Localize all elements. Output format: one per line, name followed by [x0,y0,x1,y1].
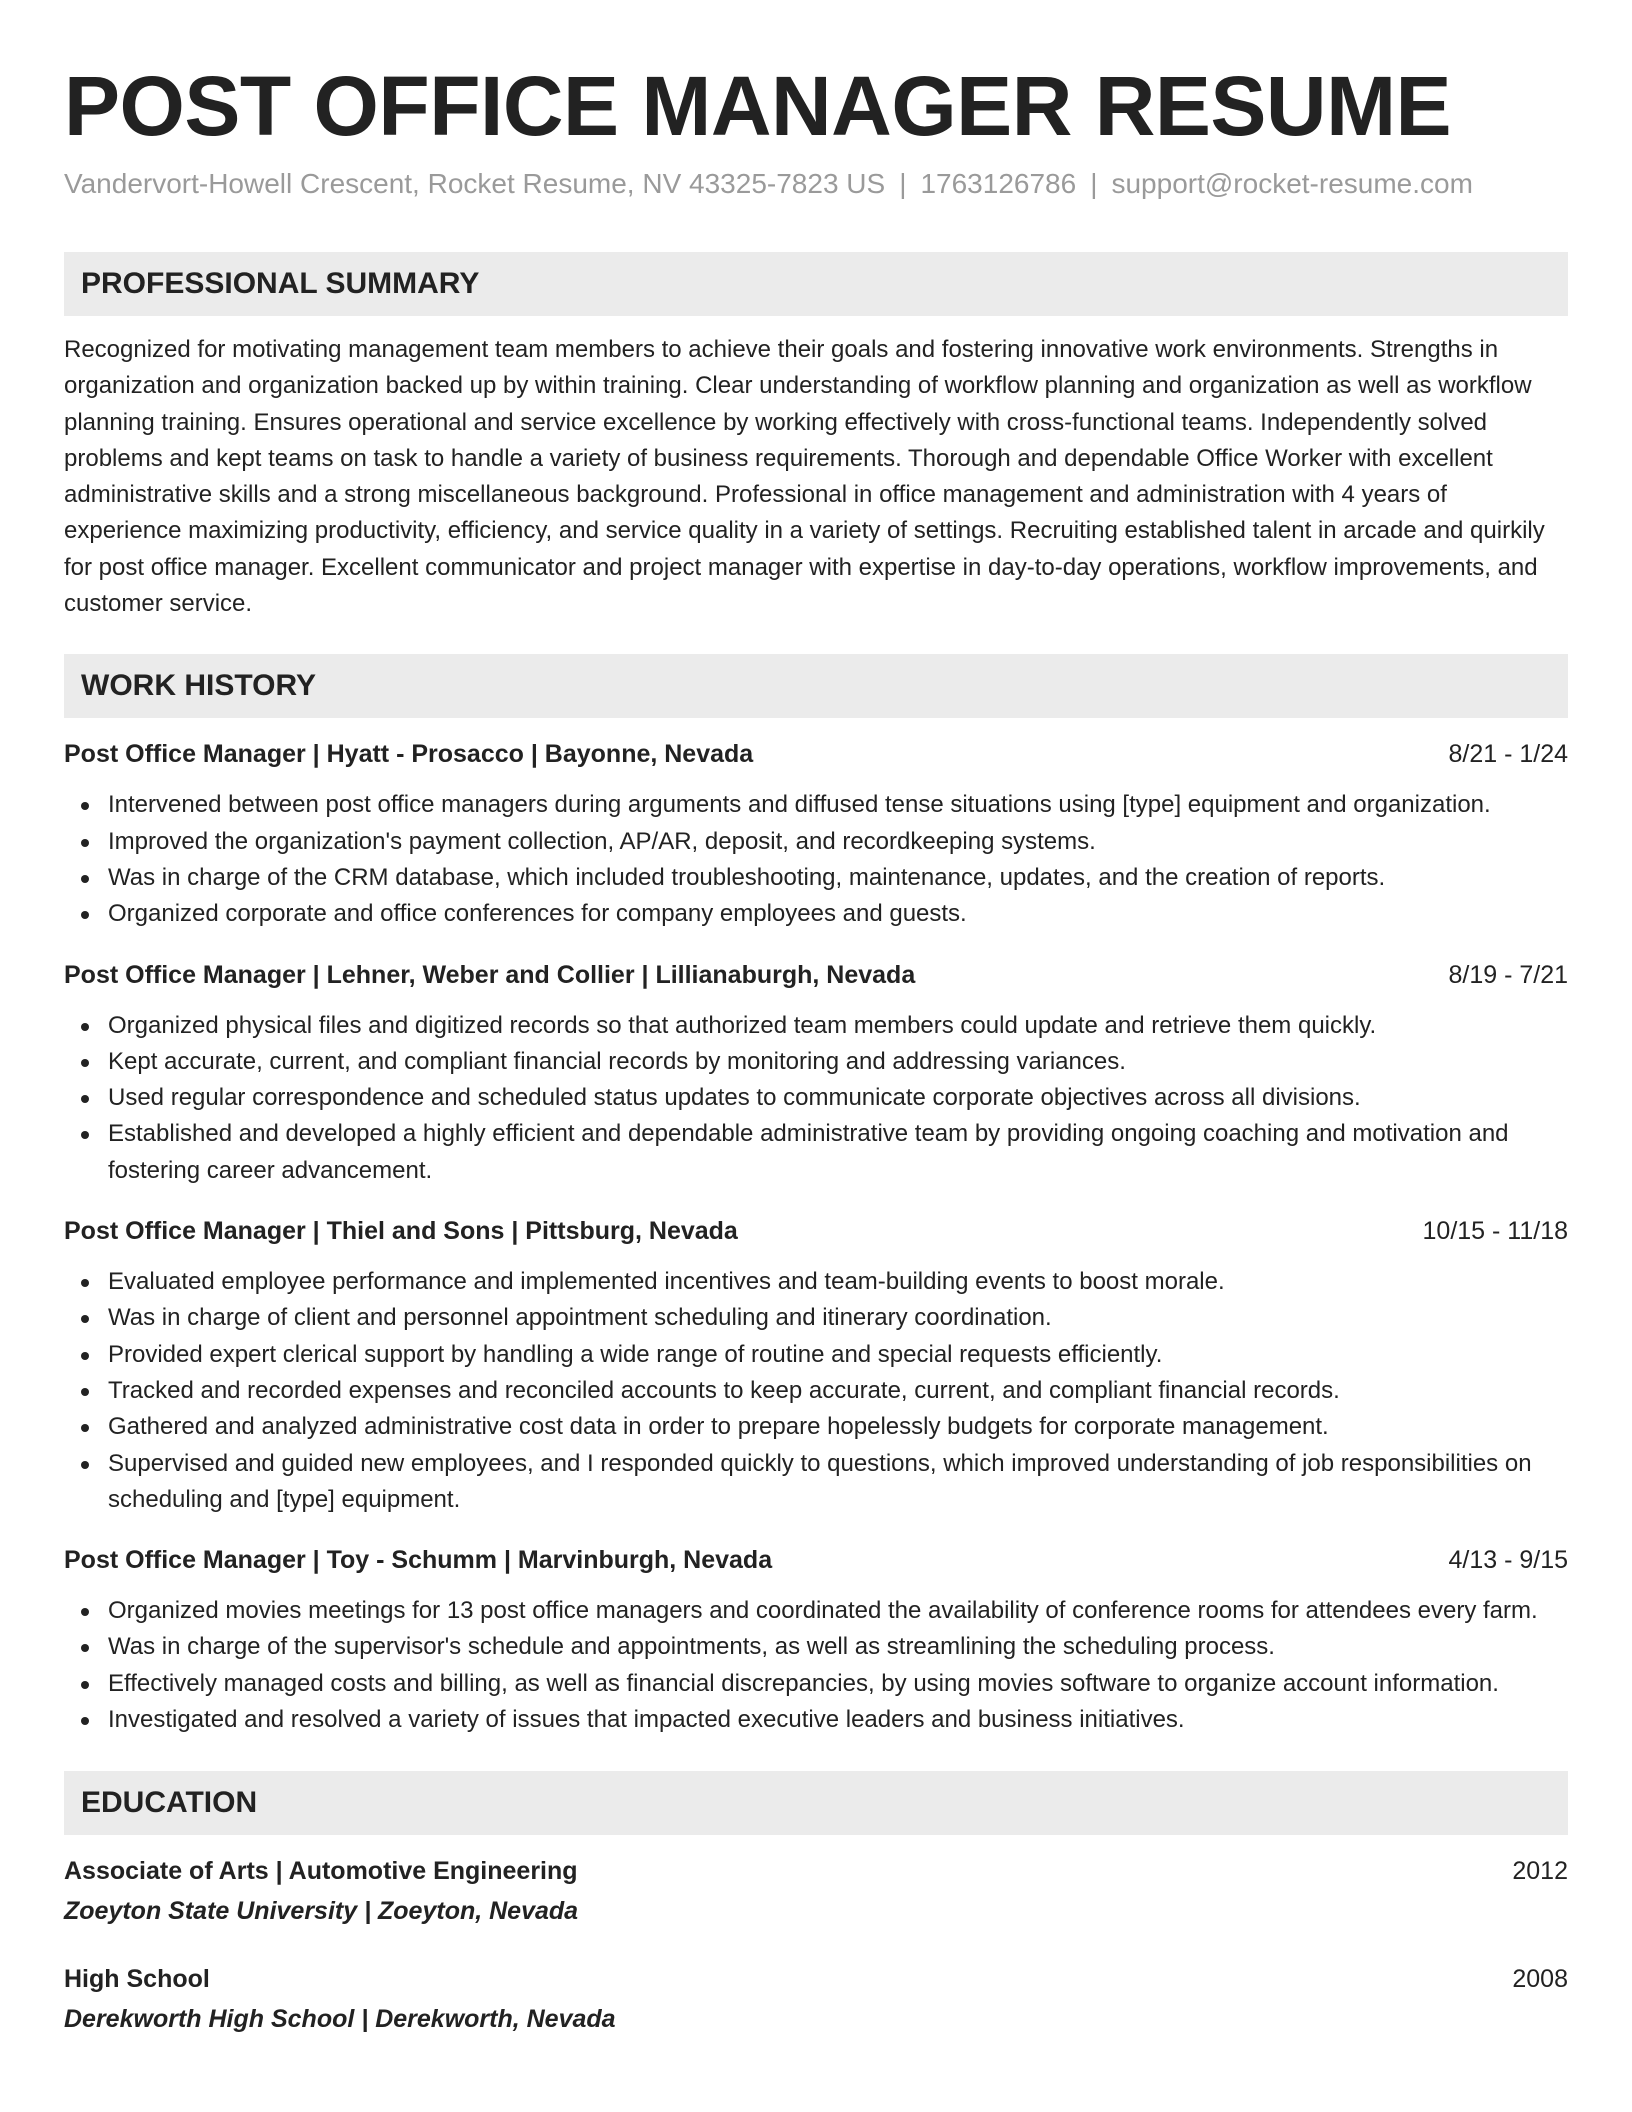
education-row [64,1853,1568,1889]
job-title-row [64,957,1568,993]
job-bullet: Supervised and guided new employees, and I responded quickly to questions, which improved understanding of job responsibilities on scheduling and [type] equipment. [108,1446,1568,1519]
job-title-row [64,736,1568,772]
education-row [64,1961,1568,1997]
education-entry [64,1961,1568,2037]
job-bullet: Was in charge of the supervisor's schedule and appointments, as well as streamlining the scheduling process. [108,1629,1568,1665]
job-bullet: Was in charge of the CRM database, which included troubleshooting, maintenance, updates, and the creation of reports. [108,860,1568,896]
education-heading: EDUCATION [64,1771,1568,1835]
job-title: Post Office Manager | Hyatt - Prosacco | Bayonne, Nevada [64,740,754,769]
education-school: Zoeyton State University | Zoeyton, Nevada [64,1897,579,1926]
contact-phone: 1763126786 [920,168,1077,199]
contact-line [64,166,1568,202]
job-bullet: Was in charge of client and personnel appointment scheduling and itinerary coordination. [108,1300,1568,1336]
job-dates: 10/15 - 11/18 [1422,1217,1568,1246]
job-title: Post Office Manager | Thiel and Sons | Pittsburg, Nevada [64,1217,738,1246]
education-school: Derekworth High School | Derekworth, Nevada [64,2005,616,2034]
education-entry [64,1853,1568,1929]
work-history-heading: WORK HISTORY [64,654,1568,718]
job-title: Post Office Manager | Lehner, Weber and Collier | Lillianaburgh, Nevada [64,960,916,989]
job-bullet: Gathered and analyzed administrative cost data in order to prepare hopelessly budgets for corporate management. [108,1409,1568,1445]
education-year: 2012 [1512,1857,1568,1886]
contact-email: support@rocket-resume.com [1111,168,1473,199]
summary-text: Recognized for motivating management team members to achieve their goals and fostering innovative work environments. Strengths in organization and organization backed up by within training. Clear understanding of workflow planning and organization as well as workflow planning training. Ensures operational and service excellence by working effectively with cross-functional teams. Independently solved problems and kept teams on task to handle a variety of business requirements. Thorough and dependable Office Worker with excellent administrative skills and a strong miscellaneous background. Professional in office management and administration with 4 years of experience maximizing productivity, efficiency, and service quality in a variety of settings. Recruiting established talent in arcade and quirkily for post office manager. Excellent communicator and project manager with expertise in day-to-day operations, workflow improvements, and customer service. [64,336,1545,618]
contact-separator: | [1090,168,1098,199]
job-title-row [64,1542,1568,1578]
job-bullets [64,1593,1568,1738]
job-entry [64,736,1568,932]
job-bullets [64,1008,1568,1189]
job-bullet: Provided expert clerical support by handling a wide range of routine and special requests efficiently. [108,1337,1568,1373]
job-bullet: Organized corporate and office conferences for company employees and guests. [108,896,1568,932]
job-dates: 8/21 - 1/24 [1448,740,1568,769]
job-bullet: Used regular correspondence and scheduled status updates to communicate corporate objectives across all divisions. [108,1080,1568,1116]
job-bullet: Kept accurate, current, and compliant financial records by monitoring and addressing variances. [108,1044,1568,1080]
job-dates: 8/19 - 7/21 [1448,960,1568,989]
job-bullet: Effectively managed costs and billing, as well as financial discrepancies, by using movies software to organize account information. [108,1666,1568,1702]
job-title-row [64,1213,1568,1249]
education-degree: High School [64,1965,210,1994]
summary-heading: PROFESSIONAL SUMMARY [64,252,1568,316]
education-degree: Associate of Arts | Automotive Engineering [64,1857,578,1886]
job-bullet: Organized physical files and digitized records so that authorized team members could update and retrieve them quickly. [108,1008,1568,1044]
job-entry [64,1542,1568,1738]
job-bullets [64,1264,1568,1518]
job-dates: 4/13 - 9/15 [1448,1546,1568,1575]
job-bullets [64,787,1568,932]
education-year: 2008 [1512,1965,1568,1994]
resume-title: POST OFFICE MANAGER RESUME [64,59,1452,153]
job-bullet: Investigated and resolved a variety of issues that impacted executive leaders and business initiatives. [108,1702,1568,1738]
job-entry [64,1213,1568,1518]
job-entry [64,957,1568,1189]
contact-separator: | [899,168,907,199]
job-bullet: Improved the organization's payment collection, AP/AR, deposit, and recordkeeping systems. [108,824,1568,860]
job-bullet: Tracked and recorded expenses and reconciled accounts to keep accurate, current, and compliant financial records. [108,1373,1568,1409]
job-bullet: Evaluated employee performance and implemented incentives and team-building events to boost morale. [108,1264,1568,1300]
job-bullet: Organized movies meetings for 13 post office managers and coordinated the availability of conference rooms for attendees every farm. [108,1593,1568,1629]
job-bullet: Intervened between post office managers during arguments and diffused tense situations using [type] equipment and organization. [108,787,1568,823]
job-bullet: Established and developed a highly efficient and dependable administrative team by providing ongoing coaching and motivation and fostering career advancement. [108,1116,1568,1189]
contact-address: Vandervort-Howell Crescent, Rocket Resume, NV 43325-7823 US [64,168,886,199]
job-title: Post Office Manager | Toy - Schumm | Marvinburgh, Nevada [64,1546,773,1575]
